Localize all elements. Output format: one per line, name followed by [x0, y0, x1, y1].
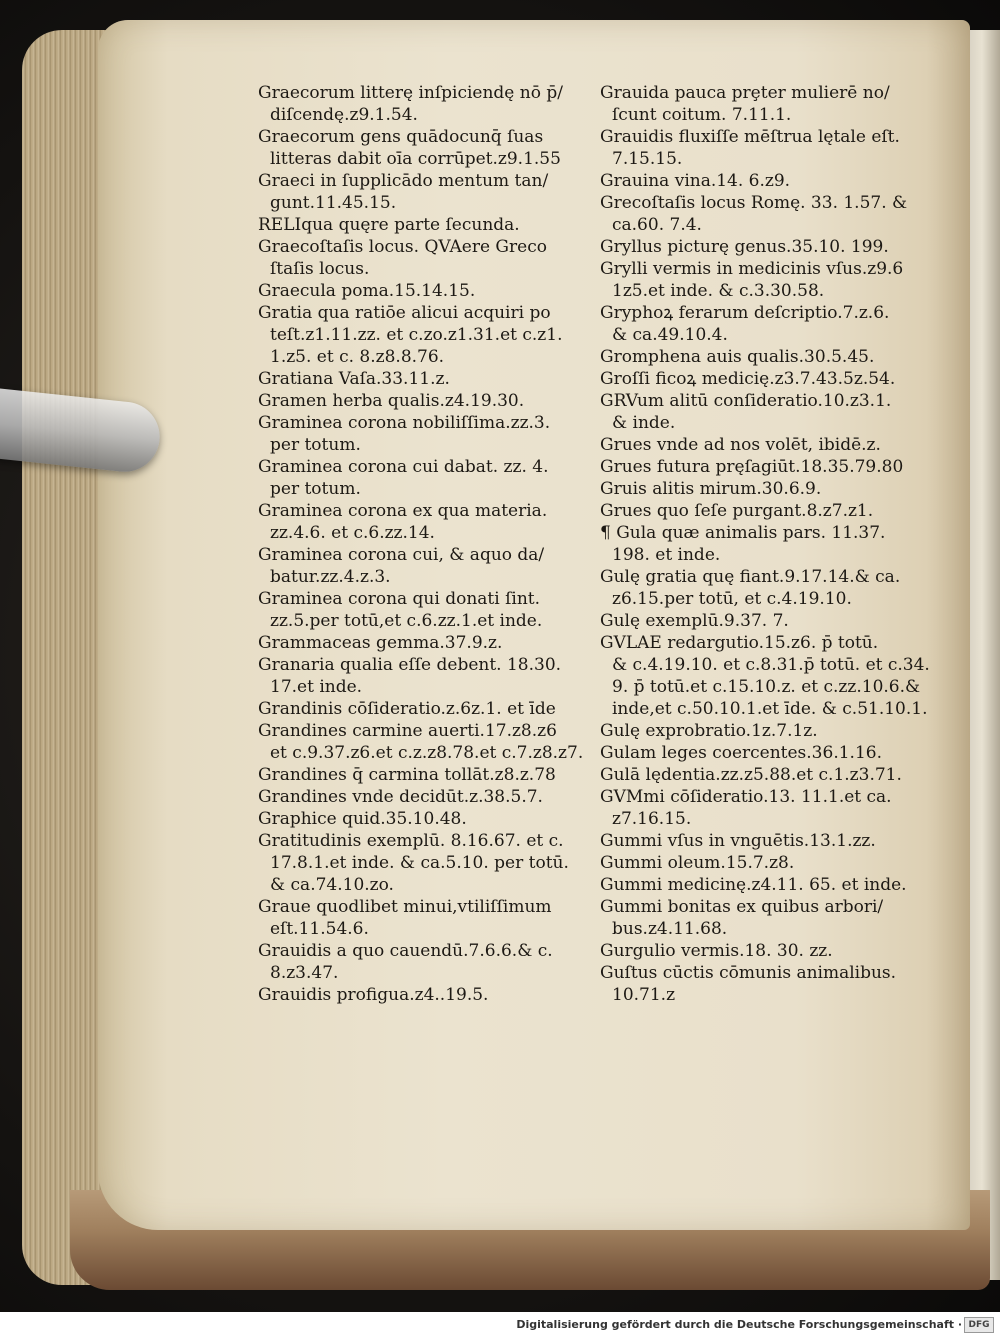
index-entry-continuation: ſtaſis locus. — [270, 259, 370, 279]
index-entry-heading: Groſſi ficoꝝ medicię.z3.7.43.5z.54. — [600, 369, 896, 389]
index-entry — [258, 896, 593, 940]
index-entry-continuation: batur.zz.4.z.3. — [270, 567, 391, 587]
index-entry-continuation: 1.z5. et c. 8.z8.8.76. — [270, 347, 445, 367]
index-entry — [600, 962, 940, 1006]
index-entry — [600, 874, 940, 896]
index-entry-heading: Graeci in ſupplicādo mentum tan/ — [258, 171, 549, 191]
index-entry — [600, 346, 940, 368]
index-entry — [258, 808, 593, 830]
index-entry — [258, 698, 593, 720]
index-entry-heading: Graphice quid.35.10.48. — [258, 809, 467, 829]
index-entry-heading: Guſtus cūctis cōmunis animalibus. — [600, 963, 897, 983]
index-entry — [258, 720, 593, 764]
index-entry — [258, 280, 593, 302]
index-entry — [600, 258, 940, 302]
index-entry — [600, 390, 940, 434]
index-entry — [600, 368, 940, 390]
index-entry — [600, 896, 940, 940]
index-entry — [600, 478, 940, 500]
index-entry-heading: Grandines carmine auerti.17.z8.z6 — [258, 721, 557, 741]
index-entry — [258, 940, 593, 984]
index-entry-heading: Grauida pauca prȩter mulierē no/ — [600, 83, 890, 103]
index-entry — [258, 236, 593, 280]
index-entry — [258, 368, 593, 390]
index-entry — [600, 434, 940, 456]
index-entry-heading: Graue quodlibet minui,vtiliſſimum — [258, 897, 552, 917]
index-entry-continuation: eſt.11.54.6. — [270, 919, 369, 939]
index-entry — [600, 632, 940, 720]
index-entry — [258, 412, 593, 456]
index-entry-heading: Graminea corona qui donati ſint. — [258, 589, 541, 609]
index-entry-heading: Gromphena auis qualis.30.5.45. — [600, 347, 875, 367]
index-entry-heading: Graecorum gens quādocunq̄ ſuas — [258, 127, 544, 147]
index-entry — [258, 170, 593, 214]
index-entry-continuation: per totum. — [270, 479, 361, 499]
index-entry-continuation: inde,et c.50.10.1.et īde. & c.51.10.1. — [612, 699, 928, 719]
index-entry-continuation: teſt.z1.11.zz. et c.zo.z1.31.et c.z1. — [270, 325, 563, 345]
index-entry-heading: RELIqua quęre parte ſecunda. — [258, 215, 520, 235]
index-entry — [258, 390, 593, 412]
index-entry-continuation: ca.60. 7.4. — [612, 215, 702, 235]
index-entry-continuation: 10.71.z — [612, 985, 676, 1005]
index-entry — [258, 588, 593, 632]
index-entry-heading: Graecoſtaſis locus. QVAere Greco — [258, 237, 547, 257]
index-column-left — [258, 82, 593, 1006]
index-entry-heading: Grandines q̄ carmina tollāt.z8.z.78 — [258, 765, 556, 785]
index-entry-heading: Gummi bonitas ex quibus arbori/ — [600, 897, 884, 917]
index-entry-heading: Grauidis fluxiſſe mēſtrua lętale eſt. — [600, 127, 900, 147]
index-entry-heading: Gulę exprobratio.1z.7.1z. — [600, 721, 818, 741]
index-entry — [600, 742, 940, 764]
index-entry — [600, 786, 940, 830]
index-entry-heading: Grauina vina.14. 6.z9. — [600, 171, 791, 191]
index-entry-heading: Gratia qua ratiōe alicui acquiri po — [258, 303, 551, 323]
index-entry-heading: Gratitudinis exemplū. 8.16.67. et c. — [258, 831, 564, 851]
index-entry — [258, 654, 593, 698]
index-entry — [600, 192, 940, 236]
index-entry-heading: Gulam leges coercentes.36.1.16. — [600, 743, 882, 763]
index-entry-heading: GRVum alitū conſideratio.10.z3.1. — [600, 391, 892, 411]
index-entry-continuation: diſcendę.z9.1.54. — [270, 105, 418, 125]
index-entry-continuation: 8.z3.47. — [270, 963, 339, 983]
index-entry-continuation: 9. p̄ totū.et c.15.10.z. et c.zz.10.6.& — [612, 677, 921, 697]
index-entry-heading: Grylli vermis in medicinis vſus.z9.6 — [600, 259, 904, 279]
index-entry-heading: Grandines vnde decidūt.z.38.5.7. — [258, 787, 543, 807]
index-entry-heading: Grammaceas gemma.37.9.z. — [258, 633, 503, 653]
index-entry-heading: Gryphoꝝ ferarum deſcriptio.7.z.6. — [600, 303, 890, 323]
index-entry-heading: Graminea corona cui, & aquo da/ — [258, 545, 545, 565]
index-entry-heading: Gryllus picturę genus.35.10. 199. — [600, 237, 889, 257]
index-entry-heading: Gulę exemplū.9.37. 7. — [600, 611, 789, 631]
index-entry-continuation: et c.9.37.z6.et c.z.z8.78.et c.7.z8.z7. — [270, 743, 584, 763]
index-entry-continuation: 7.15.15. — [612, 149, 683, 169]
index-entry — [258, 764, 593, 786]
index-entry — [600, 940, 940, 962]
index-entry-heading: Granaria qualia eſſe debent. 18.30. — [258, 655, 562, 675]
index-entry-heading: Gummi vſus in vnguētis.13.1.zz. — [600, 831, 876, 851]
index-entry-continuation: & ca.74.10.zo. — [270, 875, 394, 895]
index-entry-heading: Grauidis a quo cauendū.7.6.6.& c. — [258, 941, 553, 961]
index-entry-continuation: & ca.49.10.4. — [612, 325, 728, 345]
index-entry-heading: Graecorum litterę inſpiciendę nō p̄/ — [258, 83, 563, 103]
index-entry-heading: Graminea corona ex qua materia. — [258, 501, 548, 521]
index-entry — [600, 302, 940, 346]
index-entry — [258, 456, 593, 500]
index-entry — [600, 764, 940, 786]
index-entry — [600, 830, 940, 852]
index-entry-continuation: litteras dabit oīa corrūpet.z9.1.55 — [270, 149, 561, 169]
index-entry-heading: Gulę gratia quę fiant.9.17.14.& ca. — [600, 567, 901, 587]
index-entry-heading: Graminea corona nobiliſſima.zz.3. — [258, 413, 551, 433]
index-entry — [258, 632, 593, 654]
index-entry-continuation: zz.5.per totū,et c.6.zz.1.et inde. — [270, 611, 543, 631]
index-entry — [258, 82, 593, 126]
index-entry — [600, 456, 940, 478]
index-entry — [258, 302, 593, 368]
index-entry-heading: Grandinis cōſideratio.z.6z.1. et īde — [258, 699, 556, 719]
index-entry-heading: GVLAE redargutio.15.z6. p̄ totū. — [600, 633, 879, 653]
index-entry-continuation: 17.et inde. — [270, 677, 363, 697]
index-entry-continuation: 17.8.1.et inde. & ca.5.10. per totū. — [270, 853, 569, 873]
index-entry-heading: Gulā lędentia.zz.z5.88.et c.1.z3.71. — [600, 765, 902, 785]
index-entry — [258, 544, 593, 588]
index-entry — [600, 170, 940, 192]
dfg-logo-icon: DFG — [964, 1317, 994, 1333]
index-entry-continuation: & inde. — [612, 413, 676, 433]
index-entry-heading: Gurgulio vermis.18. 30. zz. — [600, 941, 833, 961]
index-entry-heading: Gruis alitis mirum.30.6.9. — [600, 479, 822, 499]
index-entry-heading: Graminea corona cui dabat. zz. 4. — [258, 457, 549, 477]
index-entry-continuation: & c.4.19.10. et c.8.31.p̄ totū. et c.34. — [612, 655, 930, 675]
index-entry — [258, 500, 593, 544]
index-entry-continuation: 198. et inde. — [612, 545, 721, 565]
index-entry — [600, 236, 940, 258]
index-entry-continuation: per totum. — [270, 435, 361, 455]
index-entry-continuation: bus.z4.11.68. — [612, 919, 728, 939]
index-entry — [258, 830, 593, 896]
index-entry-heading: Grues quo ſeſe purgant.8.z7.z1. — [600, 501, 874, 521]
index-entry-heading: Gummi medicinę.z4.11. 65. et inde. — [600, 875, 907, 895]
index-entry-continuation: 1z5.et inde. & c.3.30.58. — [612, 281, 825, 301]
index-entry-heading: GVMmi cōſideratio.13. 11.1.et ca. — [600, 787, 892, 807]
index-entry — [258, 786, 593, 808]
index-column-right — [600, 82, 940, 1006]
index-entry-heading: Graecula poma.15.14.15. — [258, 281, 476, 301]
index-entry — [600, 566, 940, 610]
index-entry — [600, 500, 940, 522]
index-entry — [258, 214, 593, 236]
index-entry-continuation: z6.15.per totū, et c.4.19.10. — [612, 589, 852, 609]
index-entry — [600, 720, 940, 742]
index-entry — [258, 126, 593, 170]
index-entry-heading: Gummi oleum.15.7.z8. — [600, 853, 795, 873]
footer-text: Digitalisierung gefördert durch die Deutsche Forschungsgemeinschaft · — [516, 1318, 962, 1331]
footer-bar — [0, 1312, 1000, 1337]
index-entry-heading: ¶ Gula quæ animalis pars. 11.37. — [600, 523, 886, 543]
index-entry-continuation: gunt.11.45.15. — [270, 193, 397, 213]
index-entry-heading: Grauidis profigua.z4..19.5. — [258, 985, 489, 1005]
index-entry-heading: Grecoſtaſis locus Romę. 33. 1.57. & — [600, 193, 908, 213]
index-entry-heading: Gramen herba qualis.z4.19.30. — [258, 391, 525, 411]
index-entry — [600, 82, 940, 126]
index-entry-continuation: ſcunt coitum. 7.11.1. — [612, 105, 792, 125]
index-entry-heading: Grues futura pręſagiūt.18.35.79.80 — [600, 457, 904, 477]
index-entry-heading: Gratiana Vaſa.33.11.z. — [258, 369, 450, 389]
index-entry — [258, 984, 593, 1006]
index-entry — [600, 610, 940, 632]
index-entry — [600, 522, 940, 566]
index-entry-continuation: zz.4.6. et c.6.zz.14. — [270, 523, 435, 543]
index-entry-heading: Grues vnde ad nos volēt, ibidē.z. — [600, 435, 881, 455]
index-entry — [600, 126, 940, 170]
index-entry-continuation: z7.16.15. — [612, 809, 692, 829]
index-entry — [600, 852, 940, 874]
